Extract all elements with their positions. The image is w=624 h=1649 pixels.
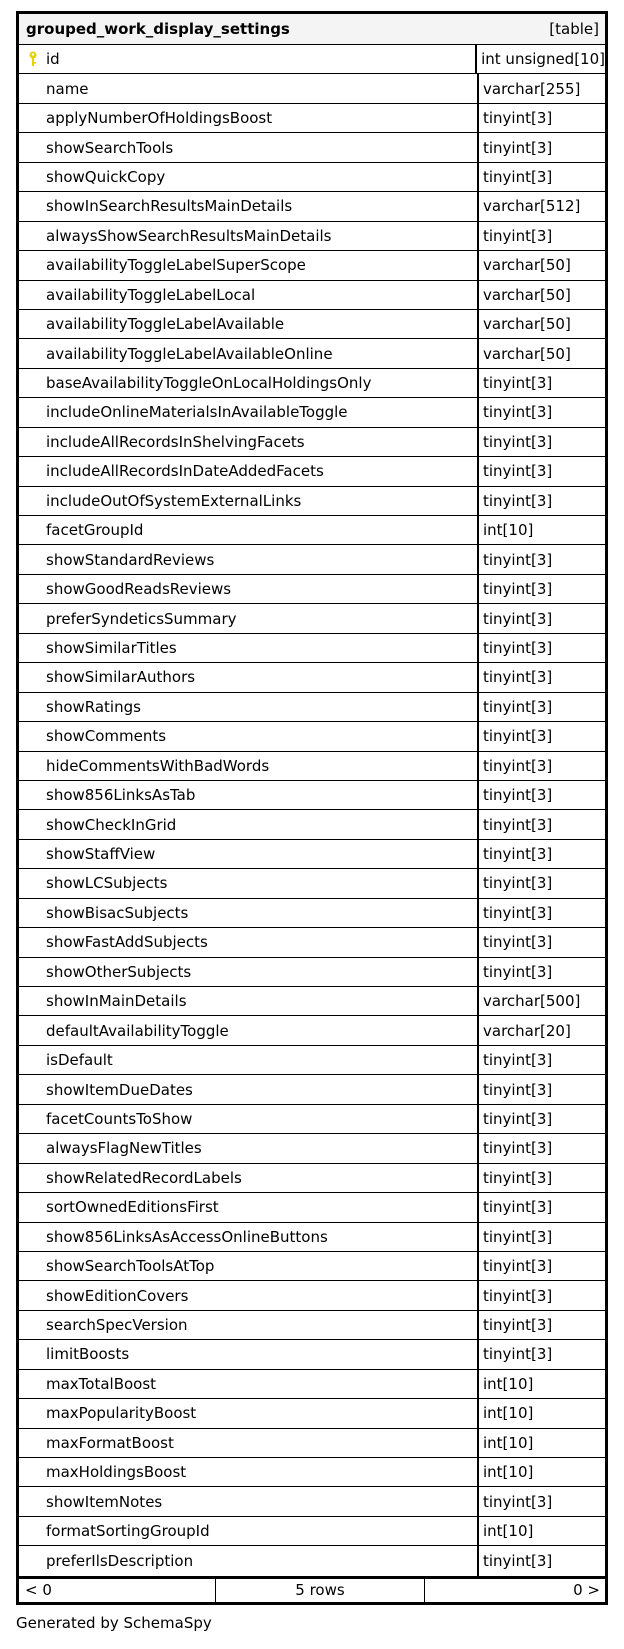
column-row (19, 899, 605, 928)
column-name-text: showGoodReadsReviews (46, 580, 232, 599)
column-type: varchar[500] (483, 992, 581, 1011)
column-name-text: showBisacSubjects (46, 903, 189, 922)
column-name-text: show856LinksAsAccessOnlineButtons (46, 1227, 328, 1246)
column-row (19, 752, 605, 781)
column-row (19, 1134, 605, 1163)
column-type: tinyint[3] (483, 903, 553, 922)
column-type: varchar[512] (483, 197, 581, 216)
column-name (19, 1429, 479, 1457)
column-row (19, 840, 605, 869)
column-name (19, 1487, 479, 1515)
column-type: tinyint[3] (483, 1198, 553, 1217)
column-type: int[10] (483, 1522, 534, 1541)
column-name (19, 1252, 479, 1280)
column-row (19, 251, 605, 280)
column-name (19, 398, 479, 426)
column-name (19, 928, 479, 956)
column-name (19, 1016, 479, 1044)
column-name (19, 74, 479, 102)
column-name-text: maxFormatBoost (46, 1433, 174, 1452)
column-name (19, 869, 479, 897)
parents-count[interactable]: < 0 (19, 1579, 216, 1602)
column-row (19, 1281, 605, 1310)
column-name-text: hideCommentsWithBadWords (46, 756, 270, 775)
column-type: tinyint[3] (483, 1286, 553, 1305)
column-name-text: preferIlsDescription (46, 1552, 194, 1571)
column-name (19, 1105, 479, 1133)
column-name-text: showInSearchResultsMainDetails (46, 197, 293, 216)
column-type: varchar[20] (483, 1021, 571, 1040)
column-type: tinyint[3] (483, 1492, 553, 1511)
column-name-text: showSearchToolsAtTop (46, 1257, 215, 1276)
children-count[interactable]: 0 > (573, 1581, 600, 1600)
column-type: tinyint[3] (483, 1109, 553, 1128)
column-name (19, 163, 479, 191)
column-name-text: showOtherSubjects (46, 962, 192, 981)
column-name (19, 899, 479, 927)
column-row (19, 163, 605, 192)
column-row (19, 104, 605, 133)
column-type: int[10] (483, 1404, 534, 1423)
column-name (19, 604, 479, 632)
column-type: tinyint[3] (483, 638, 553, 657)
column-name-text: facetGroupId (46, 521, 144, 540)
column-row (19, 1075, 605, 1104)
column-row (19, 1487, 605, 1516)
column-row (19, 1458, 605, 1487)
column-name (19, 104, 479, 132)
column-row (19, 1016, 605, 1045)
column-name (19, 310, 479, 338)
column-row (19, 1193, 605, 1222)
generated-by-label: Generated by SchemaSpy (16, 1614, 212, 1632)
column-row (19, 1340, 605, 1369)
table-box (16, 11, 608, 1605)
column-name (19, 575, 479, 603)
column-name (19, 1046, 479, 1074)
column-name (19, 1311, 479, 1339)
column-name (19, 428, 479, 456)
column-name (19, 1399, 479, 1427)
column-type: tinyint[3] (483, 697, 553, 716)
column-name (19, 516, 479, 544)
column-name-text: showSimilarAuthors (46, 668, 196, 687)
column-name (19, 840, 479, 868)
column-type: tinyint[3] (483, 462, 553, 481)
column-name-text: availabilityToggleLabelLocal (46, 285, 256, 304)
column-type: tinyint[3] (483, 1227, 553, 1246)
column-type: tinyint[3] (483, 403, 553, 422)
column-row (19, 869, 605, 898)
column-name (19, 1134, 479, 1162)
column-row (19, 575, 605, 604)
column-row (19, 1105, 605, 1134)
column-type: tinyint[3] (483, 1316, 553, 1335)
column-row (19, 192, 605, 221)
column-name-text: availabilityToggleLabelAvailable (46, 315, 285, 334)
column-type: tinyint[3] (483, 786, 553, 805)
column-name-text: limitBoosts (46, 1345, 130, 1364)
column-type: tinyint[3] (483, 1552, 553, 1571)
column-type: tinyint[3] (483, 109, 553, 128)
column-name (19, 1370, 479, 1398)
column-name-text: alwaysShowSearchResultsMainDetails (46, 226, 332, 245)
column-type: tinyint[3] (483, 668, 553, 687)
column-row (19, 1429, 605, 1458)
column-name (19, 1340, 479, 1368)
column-name-text: maxPopularityBoost (46, 1404, 197, 1423)
column-type: varchar[50] (483, 256, 571, 275)
column-type: varchar[50] (483, 344, 571, 363)
column-row (19, 1370, 605, 1399)
column-row (19, 1164, 605, 1193)
column-name-text: showCheckInGrid (46, 815, 177, 834)
column-type: tinyint[3] (483, 609, 553, 628)
column-type: tinyint[3] (483, 432, 553, 451)
column-row (19, 958, 605, 987)
column-name-text: availabilityToggleLabelAvailableOnline (46, 344, 333, 363)
column-name-text: showSimilarTitles (46, 638, 177, 657)
column-name (19, 281, 479, 309)
column-type: tinyint[3] (483, 1345, 553, 1364)
column-name (19, 722, 479, 750)
column-name-text: sortOwnedEditionsFirst (46, 1198, 219, 1217)
row-count: 5 rows (216, 1579, 425, 1602)
column-name (19, 1223, 479, 1251)
column-name (19, 339, 479, 367)
column-row (19, 1517, 605, 1546)
column-row (19, 1399, 605, 1428)
column-name (19, 1075, 479, 1103)
column-name-text: id (46, 50, 60, 69)
column-name (19, 634, 479, 662)
column-name (19, 251, 479, 279)
column-type: tinyint[3] (483, 756, 553, 775)
column-name (19, 810, 479, 838)
column-name-text: alwaysFlagNewTitles (46, 1139, 202, 1158)
column-name-text: showItemDueDates (46, 1080, 193, 1099)
column-type: tinyint[3] (483, 580, 553, 599)
column-name (19, 781, 479, 809)
column-row (19, 487, 605, 516)
column-type: varchar[255] (483, 79, 581, 98)
column-name-text: show856LinksAsTab (46, 786, 196, 805)
column-name (19, 752, 479, 780)
column-name-text: applyNumberOfHoldingsBoost (46, 109, 273, 128)
column-name-text: showQuickCopy (46, 167, 166, 186)
column-name (19, 457, 479, 485)
column-row (19, 74, 605, 103)
column-name (19, 1546, 479, 1575)
column-name-text: name (46, 79, 89, 98)
column-row (19, 1252, 605, 1281)
column-row (19, 310, 605, 339)
column-name-text: includeAllRecordsInShelvingFacets (46, 432, 305, 451)
column-row (19, 987, 605, 1016)
table-kind: [table] (549, 20, 599, 38)
column-name-text: preferSyndeticsSummary (46, 609, 237, 628)
column-row (19, 634, 605, 663)
column-type: tinyint[3] (483, 874, 553, 893)
column-row (19, 45, 605, 74)
column-name-text: showRelatedRecordLabels (46, 1168, 242, 1187)
column-name (19, 192, 479, 220)
column-name (19, 663, 479, 691)
column-name (19, 222, 479, 250)
column-type: tinyint[3] (483, 1168, 553, 1187)
column-type: int[10] (483, 1463, 534, 1482)
column-name (19, 545, 479, 573)
column-type: int[10] (483, 521, 534, 540)
column-name-text: showEditionCovers (46, 1286, 189, 1305)
column-row (19, 781, 605, 810)
column-name (19, 1281, 479, 1309)
column-name (19, 45, 477, 73)
column-name (19, 1517, 479, 1545)
table-footer (19, 1576, 605, 1602)
column-type: tinyint[3] (483, 845, 553, 864)
column-name-text: formatSortingGroupId (46, 1522, 210, 1541)
column-row (19, 281, 605, 310)
column-type: tinyint[3] (483, 167, 553, 186)
column-row (19, 545, 605, 574)
column-name-text: showFastAddSubjects (46, 933, 208, 952)
column-name-text: isDefault (46, 1051, 113, 1070)
column-type: tinyint[3] (483, 226, 553, 245)
column-name (19, 487, 479, 515)
column-row (19, 398, 605, 427)
column-name-text: showComments (46, 727, 167, 746)
column-row (19, 1046, 605, 1075)
column-name-text: maxTotalBoost (46, 1374, 157, 1393)
column-row (19, 516, 605, 545)
column-row (19, 663, 605, 692)
table-name: grouped_work_display_settings (26, 20, 290, 38)
column-row (19, 1546, 605, 1575)
column-type: tinyint[3] (483, 1080, 553, 1099)
column-type: tinyint[3] (483, 727, 553, 746)
column-row (19, 693, 605, 722)
column-row (19, 1223, 605, 1252)
column-name (19, 958, 479, 986)
column-name (19, 1458, 479, 1486)
column-name-text: showSearchTools (46, 138, 174, 157)
column-row (19, 810, 605, 839)
column-type: tinyint[3] (483, 138, 553, 157)
column-name-text: maxHoldingsBoost (46, 1463, 187, 1482)
column-name (19, 987, 479, 1015)
column-type: tinyint[3] (483, 1051, 553, 1070)
column-name-text: showItemNotes (46, 1492, 163, 1511)
column-name (19, 369, 479, 397)
table-header (19, 14, 605, 45)
column-row (19, 604, 605, 633)
column-type: int unsigned[10] (481, 50, 605, 69)
column-type: int[10] (483, 1433, 534, 1452)
column-name-text: showStandardReviews (46, 550, 215, 569)
column-type: varchar[50] (483, 285, 571, 304)
column-row (19, 369, 605, 398)
column-name (19, 693, 479, 721)
column-name-text: baseAvailabilityToggleOnLocalHoldingsOnly (46, 374, 372, 393)
column-name-text: searchSpecVersion (46, 1316, 188, 1335)
column-name-text: includeAllRecordsInDateAddedFacets (46, 462, 324, 481)
column-type: tinyint[3] (483, 962, 553, 981)
primary-key-icon (28, 51, 38, 67)
column-type: tinyint[3] (483, 374, 553, 393)
column-name-text: showStaffView (46, 845, 156, 864)
column-name (19, 1164, 479, 1192)
column-name-text: availabilityToggleLabelSuperScope (46, 256, 306, 275)
column-row (19, 133, 605, 162)
column-name-text: includeOutOfSystemExternalLinks (46, 491, 302, 510)
column-type: int[10] (483, 1374, 534, 1393)
column-type: tinyint[3] (483, 815, 553, 834)
column-row (19, 928, 605, 957)
column-row (19, 222, 605, 251)
column-row (19, 339, 605, 368)
column-name-text: defaultAvailabilityToggle (46, 1021, 229, 1040)
column-row (19, 1311, 605, 1340)
column-type: tinyint[3] (483, 491, 553, 510)
column-name-text: showRatings (46, 697, 141, 716)
column-type: tinyint[3] (483, 1139, 553, 1158)
column-row (19, 428, 605, 457)
column-name (19, 133, 479, 161)
column-type: tinyint[3] (483, 550, 553, 569)
column-type: tinyint[3] (483, 1257, 553, 1276)
column-type: varchar[50] (483, 315, 571, 334)
column-name-text: showLCSubjects (46, 874, 168, 893)
column-name (19, 1193, 479, 1221)
column-row (19, 722, 605, 751)
column-row (19, 457, 605, 486)
column-name-text: includeOnlineMaterialsInAvailableToggle (46, 403, 348, 422)
column-name-text: showInMainDetails (46, 992, 187, 1011)
column-type: tinyint[3] (483, 933, 553, 952)
column-name-text: facetCountsToShow (46, 1109, 193, 1128)
column-list (19, 45, 605, 1576)
